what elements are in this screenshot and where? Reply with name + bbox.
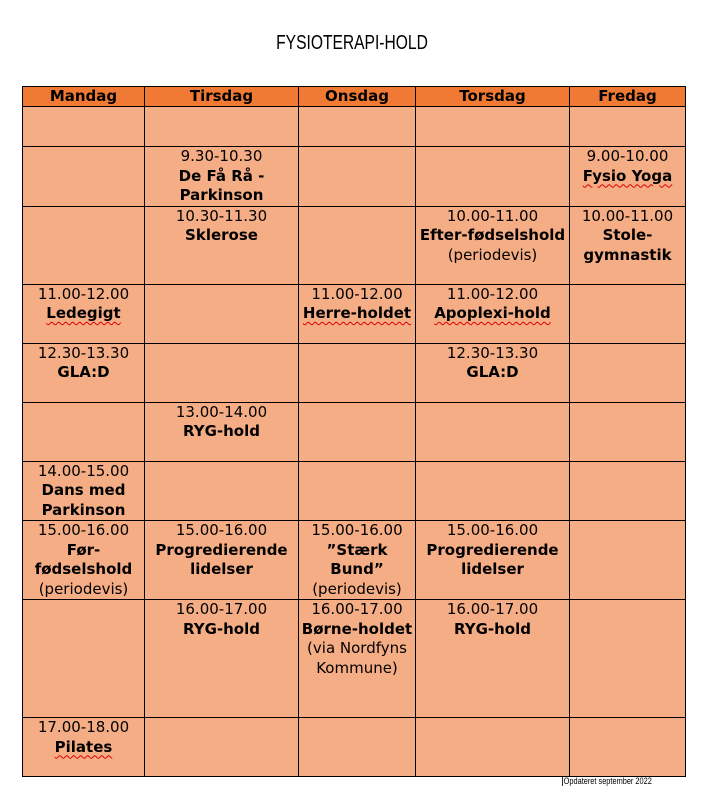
session-time: 17.00-18.00 [37,718,130,736]
schedule-cell [145,402,299,461]
session-time: 9.00-10.00 [586,147,669,165]
schedule-cell [299,521,416,600]
schedule-row [23,402,686,461]
session-time: 10.00-11.00 [446,206,539,225]
schedule-cell [416,107,570,147]
schedule-cell [299,206,416,284]
schedule-cell [23,107,145,147]
schedule-cell [416,206,570,284]
session-name: Før-fødselshold [34,540,133,578]
session-name: GLA:D [57,363,110,381]
session-name: Herre-holdet [302,304,412,322]
schedule-cell [299,147,416,207]
session-note: (via Nordfyns Kommune) [307,639,407,677]
schedule-cell [23,718,145,777]
schedule-cell [145,107,299,147]
schedule-cell [299,461,416,521]
day-header-fredag: Fredag [570,87,686,107]
session-time: 10.30-11.30 [175,206,268,225]
day-header-tirsdag: Tirsdag [145,87,299,107]
schedule-row [23,206,686,284]
schedule-row [23,107,686,147]
session-name: RYG-hold [183,619,260,638]
schedule-cell [299,107,416,147]
session-name: De Få Rå - Parkinson [178,166,265,204]
session-time: 14.00-15.00 [37,461,130,480]
schedule-row [23,147,686,207]
session-time: 11.00-12.00 [37,284,130,303]
schedule-cell [145,461,299,521]
schedule-cell [145,718,299,777]
session-time: 16.00-17.00 [175,600,268,618]
page-title: FYSIOTERAPI-HOLD [276,32,428,54]
session-time: 15.00-16.00 [175,521,268,539]
schedule-cell [23,147,145,207]
session-name: Børne-holdet [301,619,413,638]
updated-note: Opdateret september 2022 [563,776,652,786]
session-name: Progredierende lidelser [155,540,288,578]
session-name: Dans med Parkinson [41,481,126,519]
session-time: 15.00-16.00 [446,521,539,539]
session-time: 11.00-12.00 [446,284,539,303]
day-header-onsdag: Onsdag [299,87,416,107]
schedule-cell [23,206,145,284]
schedule-cell [416,284,570,343]
session-name: Ledegigt [46,304,121,322]
day-header-torsdag: Torsdag [416,87,570,107]
schedule-row [23,284,686,343]
session-name: Sklerose [185,226,258,244]
schedule-row [23,521,686,600]
schedule-cell [570,284,686,343]
schedule-row [23,343,686,402]
session-name: Apoplexi-hold [434,304,551,322]
session-name: Fysio Yoga [582,166,673,185]
schedule-cell [299,284,416,343]
session-time: 15.00-16.00 [311,521,403,539]
schedule-cell [145,206,299,284]
session-note: (periodevis) [38,579,129,598]
schedule-cell [23,343,145,402]
header-row [23,87,686,107]
schedule-cell [145,284,299,343]
schedule-cell [416,461,570,521]
schedule-table [22,86,686,777]
session-name: RYG-hold [454,619,531,638]
session-name: Efter-fødselshold [419,226,566,244]
session-time: 13.00-14.00 [175,402,268,421]
schedule-cell [570,343,686,402]
session-time: 10.00-11.00 [581,206,674,225]
schedule-cell [416,343,570,402]
schedule-cell [416,600,570,718]
session-time: 12.30-13.30 [37,343,130,362]
session-name: Progredierende lidelser [426,540,559,578]
schedule-cell [299,402,416,461]
schedule-cell [23,402,145,461]
day-header-mandag: Mandag [23,87,145,107]
schedule-cell [416,521,570,600]
session-time: 16.00-17.00 [446,600,539,618]
schedule-cell [416,147,570,207]
schedule-cell [23,600,145,718]
schedule-cell [570,718,686,777]
schedule-cell [145,343,299,402]
schedule-row [23,718,686,777]
session-name: Stole-gymnastik [583,226,672,264]
schedule-cell [570,461,686,521]
schedule-cell [570,147,686,207]
schedule-row [23,461,686,521]
schedule-cell [570,206,686,284]
schedule-cell [570,107,686,147]
schedule-cell [145,600,299,718]
schedule-cell [23,461,145,521]
session-time: 15.00-16.00 [37,521,130,539]
schedule-cell [299,718,416,777]
schedule-cell [299,600,416,718]
session-note: (periodevis) [312,579,402,598]
session-name: GLA:D [466,363,519,381]
schedule-cell [145,147,299,207]
schedule-cell [570,521,686,600]
session-time: 9.30-10.30 [180,147,263,165]
schedule-cell [145,521,299,600]
schedule-cell [299,343,416,402]
session-note: (periodevis) [447,245,538,264]
schedule-row [23,600,686,718]
schedule-cell [570,600,686,718]
session-time: 11.00-12.00 [311,284,403,303]
schedule-cell [416,718,570,777]
schedule-cell [570,402,686,461]
session-name: ”Stærk Bund” [326,540,388,578]
schedule-cell [23,284,145,343]
session-time: 16.00-17.00 [311,600,403,618]
schedule-cell [23,521,145,600]
schedule-cell [416,402,570,461]
session-time: 12.30-13.30 [446,343,539,362]
session-name: Pilates [54,737,113,756]
session-name: RYG-hold [183,422,260,440]
